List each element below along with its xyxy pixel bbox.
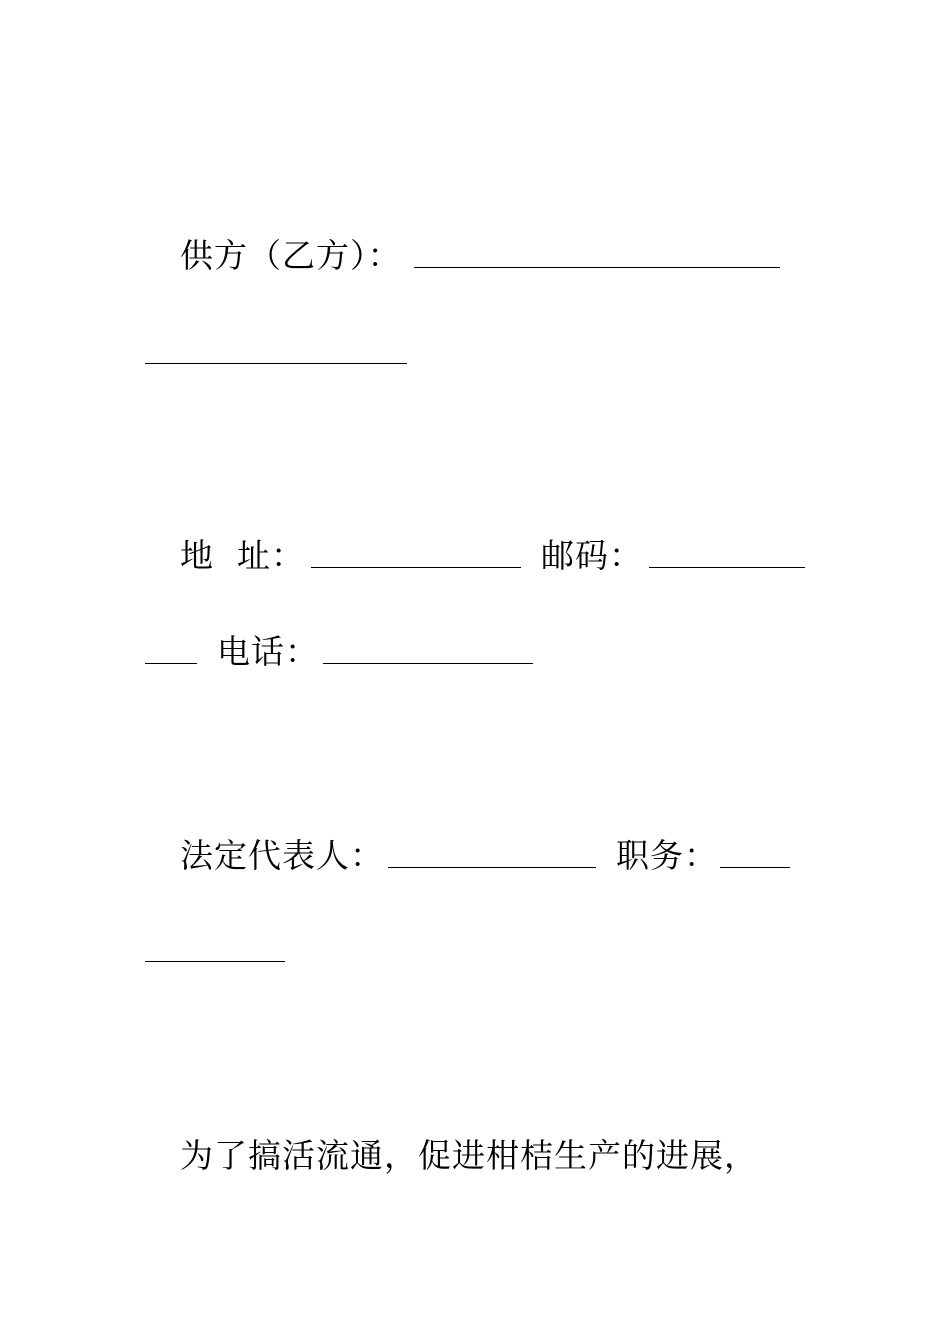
address-field[interactable] xyxy=(311,566,521,568)
supplier-line-continued xyxy=(145,324,407,368)
position-field-continued[interactable] xyxy=(145,960,285,962)
position-field[interactable] xyxy=(720,866,790,868)
position-label: 职务： xyxy=(616,836,718,875)
supplier-name-field-continued[interactable] xyxy=(145,362,407,364)
supplier-line xyxy=(180,228,780,275)
postcode-label: 邮码： xyxy=(540,536,643,575)
representative-field[interactable] xyxy=(388,866,596,868)
body-paragraph-line xyxy=(180,1128,758,1175)
postcode-field[interactable] xyxy=(649,566,805,568)
address-label: 地 址： xyxy=(180,536,305,575)
phone-field[interactable] xyxy=(323,662,533,664)
representative-label: 法定代表人： xyxy=(180,836,384,875)
phone-line xyxy=(145,624,533,671)
supplier-name-field[interactable] xyxy=(414,266,780,268)
representative-line xyxy=(180,828,790,875)
postcode-field-continued[interactable] xyxy=(145,662,197,664)
supplier-label: 供方（乙方）： xyxy=(180,236,402,275)
address-line xyxy=(180,528,805,575)
position-line-continued xyxy=(145,922,285,966)
phone-label: 电话： xyxy=(217,632,319,671)
body-paragraph: 为了搞活流通，促进柑桔生产的进展， xyxy=(180,1136,758,1175)
